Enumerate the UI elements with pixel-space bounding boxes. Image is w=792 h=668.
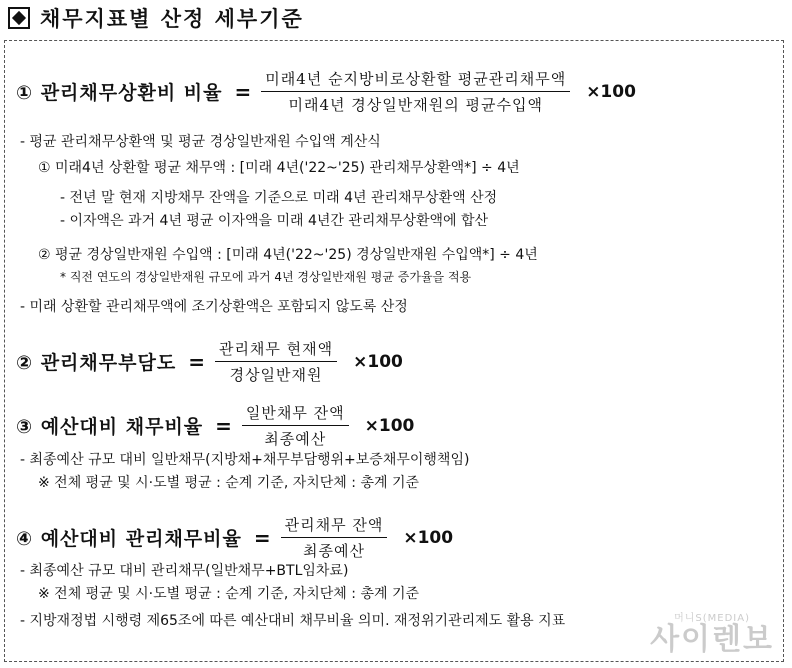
multiplier: ×100 [364, 415, 415, 436]
formula-name: ④ 예산대비 관리채무비율 [16, 528, 242, 550]
multiplier: ×100 [403, 527, 454, 548]
formula-budget-debt-ratio [16, 402, 414, 449]
equals-sign: = [234, 79, 252, 104]
note-line: - 최종예산 규모 대비 관리채무(일반채무+BTL임차료) [20, 563, 349, 579]
diamond-bullet-icon [8, 7, 30, 29]
note-line: - 이자액은 과거 4년 평균 이자액을 미래 4년간 관리채무상환액에 합산 [60, 213, 489, 229]
note-line: - 평균 관리채무상환액 및 평균 경상일반재원 수입액 계산식 [20, 134, 381, 150]
formula-debt-burden [16, 338, 403, 385]
formula-name: ① 관리채무상환비 비율 [16, 82, 223, 104]
denominator: 미래4년 경상일반재원의 평균수입액 [288, 96, 543, 114]
numerator: 관리채무 잔액 [281, 514, 388, 538]
page-title-row [8, 4, 304, 32]
fraction [261, 68, 570, 115]
watermark-caption: 머니S(MEDIA) [674, 613, 750, 624]
equals-sign: = [188, 349, 205, 374]
formula-name: ② 관리채무부담도 [16, 352, 177, 374]
denominator: 경상일반재원 [229, 366, 323, 384]
watermark-logo-text: 사이렌보 [650, 622, 774, 657]
note-line: ※ 전체 평균 및 시·도별 평균 : 순계 기준, 자치단체 : 총계 기준 [38, 475, 419, 491]
formula-budget-managed-debt-ratio [16, 514, 453, 561]
fraction [215, 338, 337, 385]
note-line: ※ 전체 평균 및 시·도별 평균 : 순계 기준, 자치단체 : 총계 기준 [38, 586, 419, 602]
note-line: - 전년 말 현재 지방채무 잔액을 기준으로 미래 4년 관리채무상환액 산정 [60, 190, 498, 206]
publisher-watermark [650, 609, 774, 656]
page-title: 채무지표별 산정 세부기준 [40, 7, 304, 31]
formula-debt-repayment-ratio [16, 68, 636, 115]
fraction [242, 402, 349, 449]
equals-sign: = [253, 525, 271, 550]
fraction [281, 514, 388, 561]
note-line: ② 평균 경상일반재원 수입액 : [미래 4년('22~'25) 경상일반재원 수입액*] ÷ 4년 [38, 247, 538, 263]
denominator: 최종예산 [264, 430, 327, 448]
numerator: 일반채무 잔액 [242, 402, 349, 426]
note-line: - 최종예산 규모 대비 일반채무(지방채+채무부담행위+보증채무이행책임) [20, 452, 470, 468]
note-line: - 미래 상환할 관리채무액에 조기상환액은 포함되지 않도록 산정 [20, 299, 408, 315]
equals-sign: = [215, 413, 232, 438]
note-line: ① 미래4년 상환할 평균 채무액 : [미래 4년('22~'25) 관리채무상환액*] ÷ 4년 [38, 160, 520, 176]
formula-name: ③ 예산대비 채무비율 [16, 416, 204, 438]
footnote-line: * 직전 연도의 경상일반재원 규모에 과거 4년 경상일반재원 평균 증가율을 적용 [60, 270, 472, 284]
numerator: 관리채무 현재액 [215, 338, 337, 362]
denominator: 최종예산 [303, 542, 365, 560]
numerator: 미래4년 순지방비로상환할 평균관리채무액 [261, 68, 570, 92]
note-line: - 지방재정법 시행령 제65조에 따른 예산대비 채무비율 의미. 재정위기관리제도 활용 지표 [20, 613, 566, 629]
multiplier: ×100 [586, 81, 636, 102]
multiplier: ×100 [353, 351, 403, 372]
